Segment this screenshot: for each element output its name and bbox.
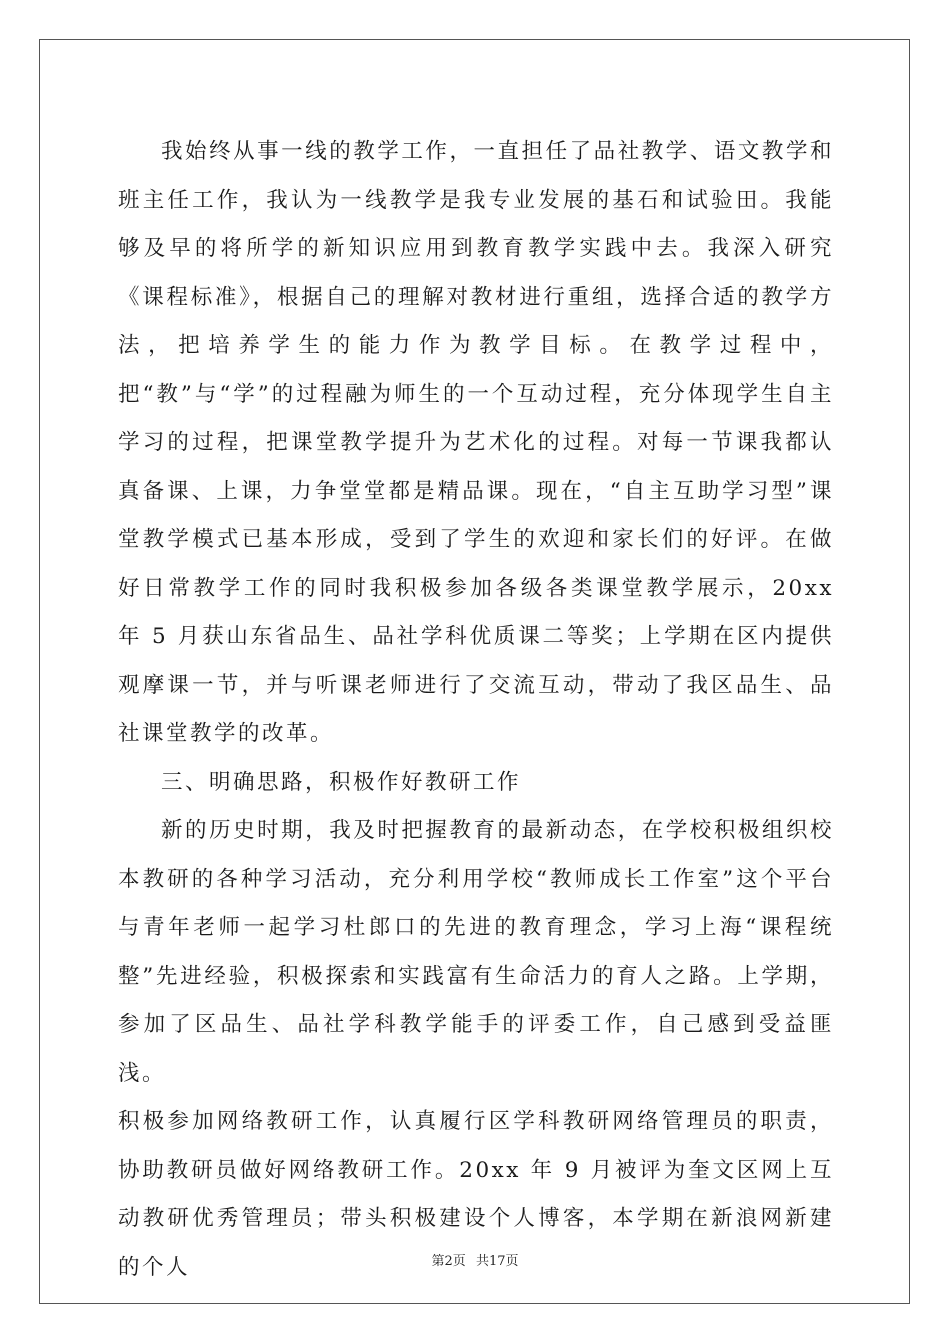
- document-body: [118, 128, 834, 1292]
- section-heading-research: 三、明确思路，积极作好教研工作: [161, 769, 522, 795]
- paragraph-school-research: 新的历史时期，我及时把握教育的最新动态，在学校积极组织校本教研的各种学习活动，充分利用学校“教师成长工作室”这个平台与青年老师一起学习杜郎口的先进的教育理念，学习上海“课程统整”先进经验，积极探索和实践富有生命活力的育人之路。上学期，参加了区品生、品社学科教学能手的评委工作，自己感到受益匪浅。: [118, 818, 834, 1086]
- paragraph-teaching-work: 我始终从事一线的教学工作，一直担任了品社教学、语文教学和班主任工作，我认为一线教学是我专业发展的基石和试验田。我能够及早的将所学的新知识应用到教育教学实践中去。我深入研究《课程标准》，根据自己的理解对教材进行重组，选择合适的教学方法，把培养学生的能力作为教学目标。在教学过程中，把“教”与“学”的过程融为师生的一个互动过程，充分体现学生自主学习的过程，把课堂教学提升为艺术化的过程。对每一节课我都认真备课、上课，力争堂堂都是精品课。现在，“自主互助学习型”课堂教学模式已基本形成，受到了学生的欢迎和家长们的好评。在做好日常教学工作的同时我积极参加各级各类课堂教学展示，20xx 年 5 月获山东省品生、品社学科优质课二等奖；上学期在区内提供观摩课一节，并与听课老师进行了交流互动，带动了我区品生、品社课堂教学的改革。: [118, 139, 834, 746]
- page-total: 共17页: [475, 1254, 519, 1269]
- page-number: 第2页: [431, 1254, 466, 1269]
- paragraph-online-research: 积极参加网络教研工作，认真履行区学科教研网络管理员的职责，协助教研员做好网络教研工作。20xx 年 9 月被评为奎文区网上互动教研优秀管理员；带头积极建设个人博客，本学期在新浪网新建的个人: [118, 1109, 834, 1280]
- page-footer: [0, 1250, 950, 1269]
